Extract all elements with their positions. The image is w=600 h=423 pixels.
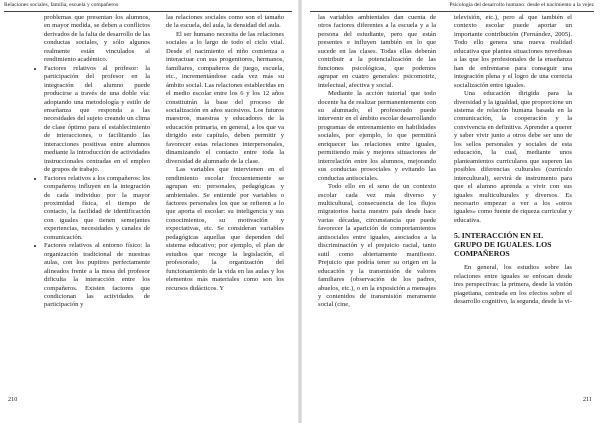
- header-rule: [310, 11, 594, 12]
- running-header-right: Psicología del desarrollo humano: desde el nacimiento a la vejez: [449, 2, 594, 8]
- bullet-item: • Factores relativos a los compañeros: los compañeros influyen en la integración de cada individuo por la mayor proximidad física, el tiempo de contacto, la facilidad de identificación con iguales que tienen semejantes experiencias, necesidades y canales de comunicación.: [44, 175, 150, 243]
- header-rule: [4, 11, 292, 12]
- paragraph: Las variables que intervienen en el rendimiento escolar frecuentemente se agrupan en: personales, pedagógicas y ambientales. Se entiende por variables o factores personales los que se refieren a lo que aporta el escolar: su inteligencia y sus conocimientos, su motivación y expectativas, etc. Se consideran variables pedagógicas aquellas que dependen del sistema educativo; por ejemplo, el plan de estudios que recoge la legislación, el profesorado, la organización del funcionamiento de la vida en las aulas y los elementos más materiales como son los recursos didácticos. Y: [166, 166, 284, 292]
- paragraph: En general, los estudios sobre las relaciones entre iguales se enfocan desde tres perspectivas: la primera, desde la visión piagetiana, centrada en los efectos sobre el desarrollo cognitivo, la segunda, desde la vi-: [454, 264, 572, 306]
- book-gutter: [298, 0, 302, 423]
- section-heading: 5. INTERACCIÓN EN EL GRUPO DE IGUALES. LOS COMPAÑEROS: [454, 231, 552, 259]
- left-column-1: [32, 14, 150, 310]
- left-column-2: [166, 14, 284, 293]
- running-header-left: Relaciones sociales, familia, escuela y compañeros: [4, 2, 119, 8]
- right-column-1: [318, 14, 436, 310]
- bullet-item: • Factores relativos al entorno físico: la organización tradicional de nuestras aulas, con los pupitres perfectamente alineados frente a la mesa del profesor dificulta la interacción entre los compañeros. Existen factores que condicionan las actividades de participación y: [44, 242, 150, 310]
- page-number-left: 210: [8, 396, 18, 403]
- right-page: [304, 0, 600, 423]
- paragraph: El ser humano necesita de las relaciones sociales a lo largo de todo el ciclo vital. Desde el nacimiento el niño comienza a interactuar con sus progenitores, hermanos, familiares, compañeros de juego, escuela, etc., incrementándose cada vez más su ámbito social. Las relaciones establecidas en el medio escolar entre los 6 y los 12 años constituirán la base del proceso de socialización en años sucesivos. Los futuros maestros, maestras y educadores de la educación primaria, en general, a los que va dirigido este capítulo, deben permitir y favorecer estas relaciones interpersonales, dinamizando el contacto entre toda la diversidad de alumnado de la clase.: [166, 30, 284, 165]
- continued-bullet: [32, 14, 150, 65]
- paragraph: Todo ello en el seno de un contexto escolar cada vez más diverso y multicultural, consecuencia de los flujos migratorios hacia nuestro país desde hace varias décadas, circunstancia que puede favorecer la aparición de comportamientos antisociales entre iguales, asociados a la discriminación y el prejuicio racial, tanto sutil como abiertamente manifiesto. Prejuicio que podría tener su origen en la educación y la transmisión de valores familiares (observación de los padres, abuelos, etc.), o en la exposición a mensajes y contenidos de transmisión meramente social (cine,: [318, 183, 436, 309]
- page-number-right: 211: [582, 396, 592, 403]
- left-page: [0, 0, 296, 423]
- right-column-2: [454, 14, 572, 307]
- paragraph: Una educación dirigida para la diversidad y la igualdad, que proporcione un sistema de relación humana basada en la comunicación, la cooperación y la convivencia en definitiva. Aprender a querer y saber vivir junto a otros debe ser uno de los sellos personales y sociales de esta educación, la cual, mediante unos planteamientos curriculares que superen las posibles diferencias culturales (currículo intercultural), servirá de instrumento para que el alumno aprenda a vivir con sus iguales multiculturales y diversos. Es necesario empezar a ver a los «otros iguales» como fuente de riqueza curricular y educativa.: [454, 90, 572, 224]
- paragraph: televisión, etc.), pero al que también el contexto escolar puede aportar un importante contribución (Fernández, 2005). Todo ello genera una nueva realidad educativa que plantea situaciones novedosas a las que los profesionales de la enseñanza han de enfrentarse para conseguir una integración plena y el logro de una correcta socialización entre iguales.: [454, 14, 572, 89]
- bullet-item: problemas que presentan los alumnos, en mayor medida, se deben a conflictos derivados de la falta de desarrollo de las conductas sociales, y sólo algunos realmente están vinculados al rendimiento académico.: [44, 14, 151, 64]
- bullet-item: • Factores relativos al profesor: la participación del profesor en la integración del alumno puede producirse a través de una doble vía: adoptando una metodología y estilo de enseñanza que responda a las necesidades del sujeto creando un clima de clase óptimo para el establecimiento de interacciones, o facilitando las interacciones positivas entre alumnos mediante la introducción de actividades instruccionales centradas en el empleo de grupos de trabajo.: [44, 65, 150, 175]
- paragraph: las relaciones sociales como son el tamaño de la escuela, del aula, la densidad del aula.: [166, 14, 284, 30]
- bullet-list: [32, 65, 150, 310]
- paragraph: Mediante la acción tutorial que todo docente ha de realizar permanentemente con su alumnado, el profesorado puede intervenir en el ámbito escolar desarrollando programas de entrenamiento en habilidades sociales, por ejemplo, lo que permitirá enriquecer las relaciones entre iguales, permitiendo más y mejores situaciones de interrelación entre los alumnos, mejorando sus conductas prosociales y evitando las conductas antisociales.: [318, 90, 436, 182]
- paragraph: las variables ambientales dan cuenta de otros factores diferentes a la escuela y a la persona del estudiante, pero que están presentes e influyen también en lo que sucede en las clases. Todas ellas deberán contribuir a la potencialización de las funciones psicológicas, que podemos agrupar en cuatro generales: psicomotriz, intelectual, afectiva y social.: [318, 14, 436, 89]
